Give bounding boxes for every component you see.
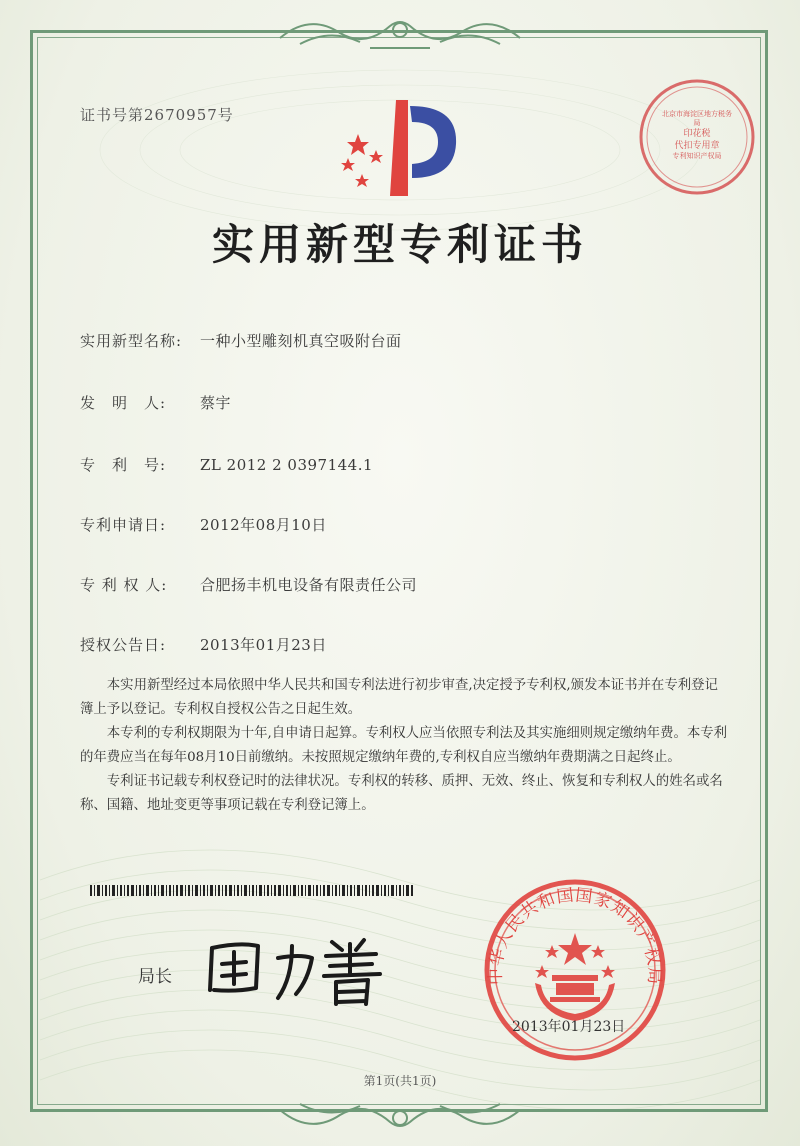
field-value: 一种小型雕刻机真空吸附台面 <box>200 332 402 350</box>
field-announcement-date <box>80 634 327 655</box>
body-paragraph: 本实用新型经过本局依照中华人民共和国专利法进行初步审查,决定授予专利权,颁发本证书并在专利登记簿上予以登记。专利权自授权公告之日起生效。 <box>80 678 718 717</box>
field-label: 实用新型名称: <box>80 332 183 350</box>
field-value: 2012年08月10日 <box>200 516 327 534</box>
field-inventor <box>80 392 231 413</box>
body-paragraph: 本专利的专利权期限为十年,自申请日起算。专利权人应当依照专利法及其实施细则规定缴纳年费。本专利的年费应当在每年08月10日前缴纳。未按照规定缴纳年费的,专利权自应当缴纳年费期满之日起终止。 <box>80 726 728 765</box>
barcode <box>90 885 415 896</box>
seal-date: 2013年01月23日 <box>512 1019 626 1035</box>
sipo-official-seal <box>480 875 670 1065</box>
body-paragraph: 专利证书记载专利权登记时的法律状况。专利权的转移、质押、无效、终止、恢复和专利权人的姓名或名称、国籍、地址变更等事项记载在专利登记簿上。 <box>80 774 723 813</box>
director-signature <box>200 928 400 1008</box>
certificate-title: 实用新型专利证书 <box>211 220 588 269</box>
field-label: 专 利 号: <box>80 456 167 474</box>
tax-stamp-line1: 印花税 <box>683 129 711 139</box>
field-value: 合肥扬丰机电设备有限责任公司 <box>200 576 418 594</box>
certificate-body <box>80 674 728 818</box>
page-number: 第1页(共1页) <box>363 1074 437 1088</box>
seal-text: 中华人民共和国国家知识产权局 <box>485 885 665 986</box>
field-patent-number <box>80 454 373 475</box>
tax-stamp-line2: 代扣专用章 <box>674 141 720 151</box>
tax-stamp-ring-text: 北京市海淀区地方税务局 <box>662 110 732 127</box>
field-value: 2013年01月23日 <box>200 636 327 654</box>
field-patentee <box>80 574 417 595</box>
field-label: 授权公告日: <box>80 636 167 654</box>
field-value: ZL 2012 2 0397144.1 <box>200 456 374 474</box>
field-label: 专利申请日: <box>80 516 167 534</box>
field-utility-model-name <box>80 330 402 351</box>
director-label: 局长 <box>138 967 172 987</box>
field-application-date <box>80 514 327 535</box>
top-ornament <box>270 8 530 56</box>
tax-stamp-bottom-text: 专利知识产权局 <box>672 152 722 160</box>
field-label: 发 明 人: <box>80 394 167 412</box>
certificate-number: 证书号第2670957号 <box>80 106 234 124</box>
bottom-ornament <box>270 1092 530 1140</box>
sipo-logo <box>338 92 464 202</box>
field-value: 蔡宇 <box>200 394 232 412</box>
field-label: 专 利 权 人: <box>80 576 168 594</box>
tax-stamp-text <box>660 110 734 161</box>
